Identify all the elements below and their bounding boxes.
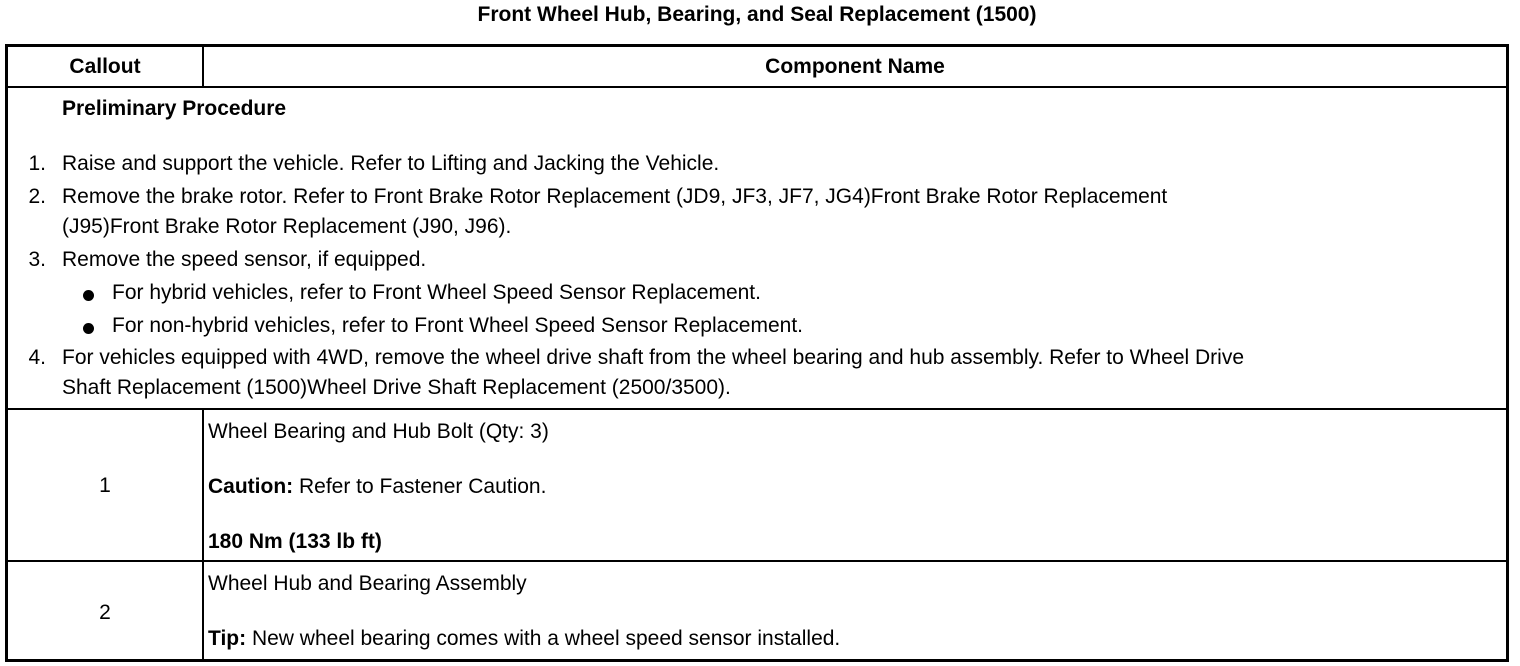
step-text-continued: Shaft Replacement (1500)Wheel Drive Shaft Replacement (2500/3500). [62,376,731,399]
component-name: Wheel Bearing and Hub Bolt (Qty: 3) [208,420,549,443]
caution-text: Refer to Fastener Caution. [293,475,547,498]
torque-spec: 180 Nm (133 lb ft) [208,530,382,553]
header-callout: Callout [69,55,141,78]
step-text: Remove the speed sensor, if equipped. [62,248,427,271]
row-divider [8,560,1506,562]
bullet-text: For hybrid vehicles, refer to Front Wheel Speed Sensor Replacement. [112,281,761,304]
step-text-continued: (J95)Front Brake Rotor Replacement (J90, J96). [62,215,512,238]
component-name: Wheel Hub and Bearing Assembly [208,572,527,595]
bullet-icon [83,290,94,301]
step-number: 2. [28,185,46,208]
step-number: 1. [28,152,46,175]
step-text: Raise and support the vehicle. Refer to Lifting and Jacking the Vehicle. [62,152,720,175]
preliminary-heading: Preliminary Procedure [62,97,287,120]
preliminary-divider [8,408,1506,410]
header-component-name: Component Name [765,55,945,78]
tip-text: New wheel bearing comes with a wheel speed sensor installed. [246,627,841,650]
caution-label: Caution: [208,475,294,498]
callout-number: 2 [99,601,111,624]
bullet-icon [83,323,94,334]
procedure-table [5,44,1509,662]
callout-number: 1 [99,474,111,497]
tip-label: Tip: [208,627,247,650]
step-number: 4. [28,346,46,369]
caution-note [208,474,546,500]
header-divider [8,86,1506,88]
bullet-text: For non-hybrid vehicles, refer to Front Wheel Speed Sensor Replacement. [112,314,804,337]
step-number: 3. [28,248,46,271]
tip-note [208,626,840,652]
page-title: Front Wheel Hub, Bearing, and Seal Replacement (1500) [477,3,1037,26]
column-divider-body [202,408,204,659]
step-text: For vehicles equipped with 4WD, remove the wheel drive shaft from the wheel bearing and hub assembly. Refer to Wheel Drive [62,346,1245,369]
step-text: Remove the brake rotor. Refer to Front Brake Rotor Replacement (JD9, JF3, JF7, JG4)Front Brake Rotor Replacement [62,185,1168,208]
